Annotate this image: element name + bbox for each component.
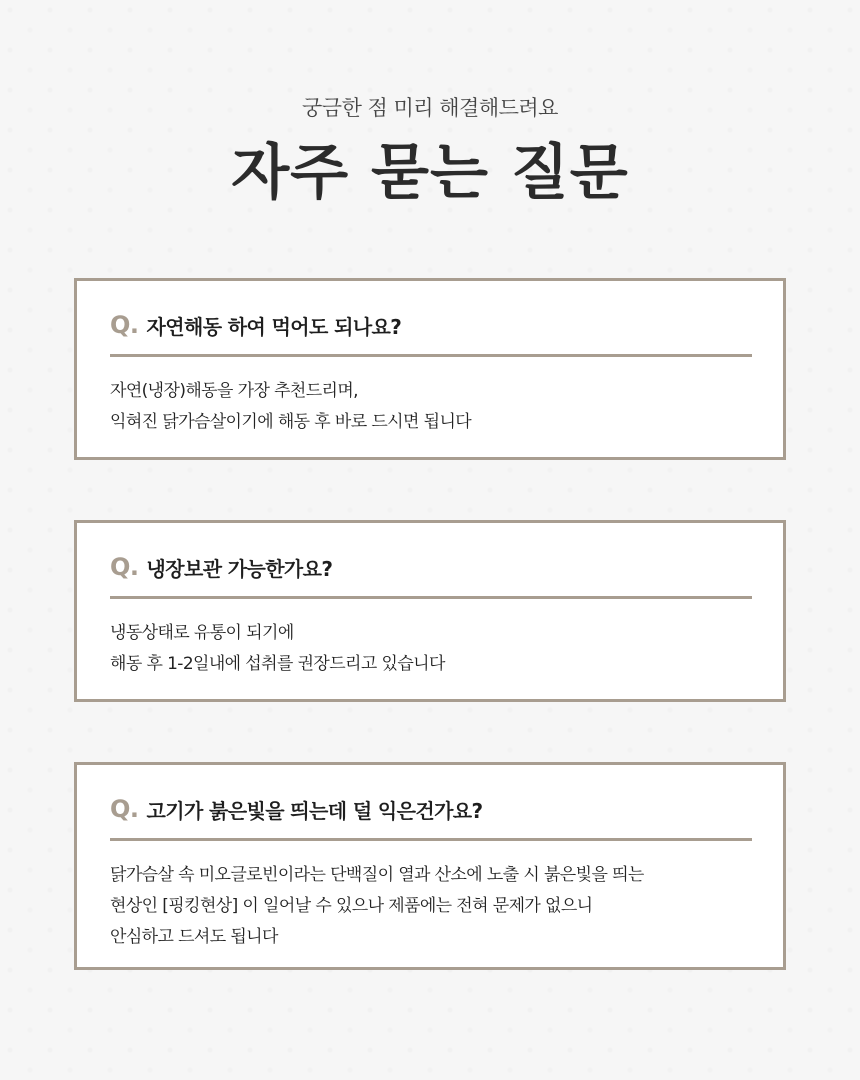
divider	[110, 354, 752, 357]
faq-card	[74, 520, 786, 702]
question-mark-label: Q.	[110, 553, 139, 581]
faq-answer	[110, 618, 760, 680]
question-mark-label: Q.	[110, 795, 139, 823]
faq-answer	[110, 376, 760, 438]
answer-line: 냉동상태로 유통이 되기에	[110, 623, 294, 643]
question-text: 자연해동 하여 먹어도 되나요?	[146, 314, 402, 339]
faq-card	[74, 762, 786, 970]
faq-answer	[110, 860, 760, 953]
faq-question	[110, 789, 483, 829]
answer-line: 익혀진 닭가슴살이기에 해동 후 바로 드시면 됩니다	[110, 412, 472, 432]
answer-line: 해동 후 1-2일내에 섭취를 권장드리고 있습니다	[110, 654, 445, 674]
question-text: 냉장보관 가능한가요?	[146, 556, 333, 581]
answer-line: 안심하고 드셔도 됩니다	[110, 927, 278, 947]
answer-line: 현상인 [핑킹현상] 이 일어날 수 있으나 제품에는 전혀 문제가 없으니	[110, 896, 593, 916]
section-title: 자주 묻는 질문	[231, 138, 629, 208]
answer-line: 자연(냉장)해동을 가장 추천드리며,	[110, 381, 358, 401]
divider	[110, 838, 752, 841]
faq-card	[74, 278, 786, 460]
divider	[110, 596, 752, 599]
answer-line: 닭가슴살 속 미오글로빈이라는 단백질이 열과 산소에 노출 시 붉은빛을 띄는	[110, 865, 644, 885]
question-mark-label: Q.	[110, 311, 139, 339]
faq-question	[110, 305, 401, 345]
faq-question	[110, 547, 332, 587]
question-text: 고기가 붉은빛을 띄는데 덜 익은건가요?	[146, 798, 483, 823]
section-subtitle: 궁금한 점 미리 해결해드려요	[302, 96, 558, 120]
